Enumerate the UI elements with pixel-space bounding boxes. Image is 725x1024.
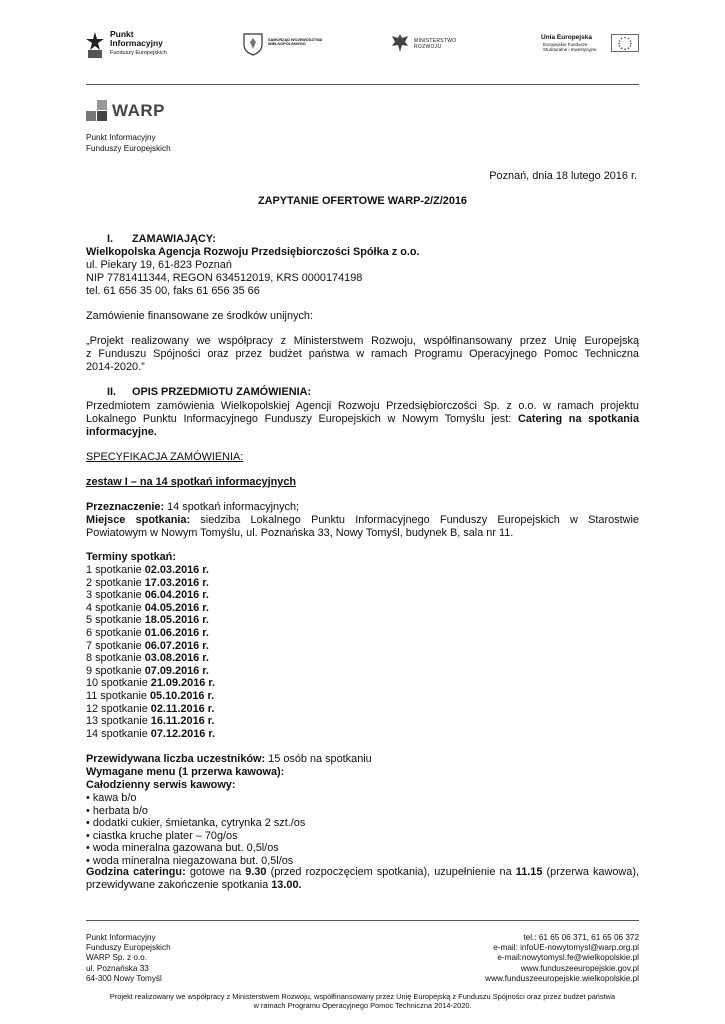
menu-item: • woda mineralna niegazowana but. 0,5l/os xyxy=(86,855,294,867)
menu-item: • woda mineralna gazowana but. 0,5l/os xyxy=(86,842,279,855)
orderer-ids: NIP 7781411344, REGON 634512019, KRS 0000174198 xyxy=(86,272,363,284)
meeting-row xyxy=(86,602,209,615)
document-title: ZAPYTANIE OFERTOWE WARP-2/Z/2016 xyxy=(258,195,467,207)
warp-squares-icon xyxy=(86,100,108,122)
logo-strip xyxy=(86,24,640,64)
meeting-label: 5 spotkanie xyxy=(86,614,145,627)
orderer-address: ul. Piekary 19, 61-823 Poznań xyxy=(86,259,232,271)
purpose-value: 14 spotkań informacyjnych; xyxy=(164,501,300,513)
description-line3: informacyjne. xyxy=(86,426,157,438)
meeting-date: 07.12.2016 r. xyxy=(150,727,215,740)
meeting-date: 04.05.2016 r. xyxy=(144,601,209,614)
service-heading: Całodzienny serwis kawowy: xyxy=(86,779,236,791)
hours-start: 9.30 xyxy=(245,866,267,878)
footer-website-link[interactable]: www.funduszeeuropejskie.gov.pl xyxy=(520,963,639,973)
footer-email-link[interactable]: e-mail:nowytomysl.fe@wielkopolskie.pl xyxy=(497,953,639,963)
meeting-date: 06.04.2016 r. xyxy=(144,589,209,602)
meeting-row xyxy=(86,677,215,690)
meeting-row xyxy=(86,703,214,716)
hours-text1: gotowe na xyxy=(185,866,246,878)
pife-logo-line2: Informacyjny xyxy=(110,38,163,48)
place-label: Miejsce spotkania: xyxy=(86,514,191,526)
purpose-label: Przeznaczenie: xyxy=(86,501,165,513)
description-line2 xyxy=(86,413,639,426)
meeting-row xyxy=(86,577,209,590)
place-row xyxy=(86,514,639,527)
meeting-row xyxy=(86,614,209,627)
meeting-label: 8 spotkanie xyxy=(86,652,145,665)
ministry-logo-line1: MINISTERSTWO xyxy=(414,38,457,44)
pife-logo-line3: Funduszy Europejskich xyxy=(110,50,167,56)
hours-text3: (przerwa kawowa), xyxy=(542,866,639,878)
menu-item: • herbata b/o xyxy=(86,804,148,817)
hours-row2 xyxy=(86,879,302,892)
hours-text2: (przed rozpoczęciem spotkania), uzupełnienie na xyxy=(266,866,516,878)
footer-address xyxy=(86,933,171,984)
wielkopolska-logo-line1: SAMORZĄD WOJEWÓDZTWA xyxy=(268,38,323,42)
meeting-row xyxy=(86,690,214,703)
pife-logo-line1: Punkt xyxy=(110,29,134,39)
place-value-line2: Powiatowym w Nowym Tomyślu, ul. Poznańska 33, Nowy Tomyśl, budynek B, sala nr 11. xyxy=(86,527,514,539)
meeting-row xyxy=(86,589,209,602)
meeting-date: 21.09.2016 r. xyxy=(150,677,215,690)
eu-logo-line2: Europejskie Fundusze xyxy=(543,42,588,47)
star-logo-icon xyxy=(86,30,104,58)
quote-line1: „Projekt realizowany we współpracy z Ministerstwem Rozwoju, współfinansowany przez Unię Europejską xyxy=(86,335,639,347)
meeting-date: 07.09.2016 r. xyxy=(144,664,209,677)
meeting-label: 2 spotkanie xyxy=(86,576,145,589)
hours-row xyxy=(86,866,639,879)
meeting-row xyxy=(86,715,214,728)
meeting-row xyxy=(86,640,209,653)
eu-flag-icon xyxy=(611,34,639,52)
wielkopolska-logo xyxy=(242,24,332,64)
meeting-row xyxy=(86,627,209,640)
header-divider xyxy=(86,84,639,85)
set-heading: zestaw I – na 14 spotkań informacyjnych xyxy=(86,476,297,488)
menu-item: • dodatki cukier, śmietanka, cytrynka 2 szt./os xyxy=(86,817,306,830)
meeting-date: 17.03.2016 r. xyxy=(144,576,209,589)
meeting-label: 4 spotkanie xyxy=(86,601,145,614)
hours-break: 11.15 xyxy=(515,866,543,878)
footer-left-line: WARP Sp. z o.o. xyxy=(86,953,147,963)
warp-org-line2: Funduszy Europejskich xyxy=(86,143,171,153)
footer-phone: tel.: 61 65 06 371, 61 65 06 372 xyxy=(523,933,639,942)
meeting-row xyxy=(86,665,209,678)
meeting-row xyxy=(86,564,209,577)
footer-project-note xyxy=(86,992,639,1010)
description-line1: Przedmiotem zamówienia Wielkopolskiej Agencji Rozwoju Przedsiębiorczości Sp. z o.o. w ramach projektu xyxy=(86,400,639,412)
meeting-row xyxy=(86,652,209,665)
menu-item: • ciastka kruche plater – 70g/os xyxy=(86,829,238,842)
meeting-row xyxy=(86,728,215,741)
meeting-label: 1 spotkanie xyxy=(86,564,145,576)
ministry-logo-text xyxy=(414,38,457,50)
quote-line3: 2014-2020.” xyxy=(86,361,145,373)
eu-logo-line3: Strukturalne i Inwestycyjne xyxy=(543,47,597,52)
participants-row xyxy=(86,753,372,766)
description-line2-bold: Catering na spotkania xyxy=(517,413,639,425)
eu-logo-line1: Unia Europejska xyxy=(541,34,592,41)
warp-logo-word: WARP xyxy=(112,101,165,120)
meeting-date: 16.11.2016 r. xyxy=(150,715,215,728)
footer-left-line: 64-300 Nowy Tomyśl xyxy=(86,973,162,983)
meeting-date: 05.10.2016 r. xyxy=(149,690,215,702)
hours-end-text: przewidywane zakończenie spotkania xyxy=(86,879,272,891)
participants-label: Przewidywana liczba uczestników: xyxy=(86,753,266,765)
hours-end-time: 13.00. xyxy=(271,879,302,891)
participants-value: 15 osób na spotkaniu xyxy=(265,753,372,765)
meeting-label: 7 spotkanie xyxy=(86,639,145,652)
ministry-logo-line2: ROZWOJU xyxy=(414,44,442,50)
footer-email-link[interactable]: e-mail: infoUE-nowytomysl@warp.org.pl xyxy=(493,943,639,953)
section2-number: II. xyxy=(107,386,117,398)
quote-line2: z Funduszu Spójności oraz przez budżet państwa w ramach Programu Operacyjnego Pomoc Techniczna xyxy=(86,348,639,360)
meeting-label: 6 spotkanie xyxy=(86,627,145,639)
eu-logo xyxy=(541,24,641,64)
meeting-date: 01.06.2016 r. xyxy=(144,627,209,639)
footer-website-link[interactable]: www.funduszeeuropejskie.wielkopolskie.pl xyxy=(485,973,639,983)
place-value-line1: siedziba Lokalnego Punktu Informacyjnego Funduszy Europejskich w Starostwie xyxy=(190,514,639,526)
footer-note-line1: Projekt realizowany we współpracy z Ministerstwem Rozwoju, współfinansowany przez Unię Europejską z Funduszu Spójności oraz przez budżet państwa xyxy=(109,992,616,1001)
section1-title: ZAMAWIAJĄCY: xyxy=(132,233,216,245)
footer-left-line: ul. Poznańska 33 xyxy=(86,963,149,973)
meeting-label: 12 spotkanie xyxy=(86,702,151,715)
hours-label: Godzina cateringu: xyxy=(86,866,186,878)
footer-contact xyxy=(485,933,639,984)
menu-item: • kawa b/o xyxy=(86,792,137,804)
meeting-label: 11 spotkanie xyxy=(86,690,150,702)
wielkopolska-logo-line2: WIELKOPOLSKIEGO xyxy=(268,42,306,47)
footer-note-line2: w ramach Programu Operacyjnego Pomoc Techniczna 2014-2020. xyxy=(253,1001,472,1010)
description-line2-text: Lokalnego Punktu Informacyjnego Funduszy Europejskich w Nowym Tomyślu jest: xyxy=(86,413,518,425)
meeting-label: 14 spotkanie xyxy=(86,727,151,740)
spec-heading: SPECYFIKACJA ZAMÓWIENIA: xyxy=(86,451,244,463)
coat-of-arms-icon xyxy=(242,32,264,56)
warp-org-line1: Punkt Informacyjny xyxy=(86,133,156,142)
footer-divider xyxy=(86,920,639,921)
orderer-contact: tel. 61 656 35 00, faks 61 656 35 66 xyxy=(86,285,260,297)
meeting-date: 02.03.2016 r. xyxy=(144,564,209,576)
ministry-logo xyxy=(390,24,466,64)
meeting-label: 10 spotkanie xyxy=(86,677,151,690)
meeting-date: 06.07.2016 r. xyxy=(144,639,209,652)
meeting-date: 03.08.2016 r. xyxy=(144,652,209,665)
purpose-row xyxy=(86,501,299,514)
dates-heading: Terminy spotkań: xyxy=(86,551,176,563)
meeting-label: 3 spotkanie xyxy=(86,589,145,602)
meeting-date: 18.05.2016 r. xyxy=(144,614,209,627)
wielkopolska-logo-text xyxy=(268,38,322,46)
footer-left-line: Punkt Informacyjny xyxy=(86,933,156,942)
eagle-icon xyxy=(390,32,410,54)
meeting-label: 13 spotkanie xyxy=(86,715,151,728)
pife-logo xyxy=(86,24,186,64)
document-date: Poznań, dnia 18 lutego 2016 r. xyxy=(489,170,637,182)
warp-org-name xyxy=(86,133,171,154)
footer-left-line: Funduszy Europejskich xyxy=(86,943,171,953)
section1-number: I. xyxy=(107,233,114,245)
funding-note: Zamówienie finansowane ze środków unijnych: xyxy=(86,310,314,322)
meeting-date: 02.11.2016 r. xyxy=(150,702,215,715)
section2-title: OPIS PRZEDMIOTU ZAMÓWIENIA: xyxy=(132,386,312,398)
warp-logo xyxy=(86,100,176,124)
meeting-label: 9 spotkanie xyxy=(86,664,145,677)
menu-heading: Wymagane menu (1 przerwa kawowa): xyxy=(86,766,285,778)
orderer-name: Wielkopolska Agencja Rozwoju Przedsiębiorczości Spółka z o.o. xyxy=(86,246,420,258)
